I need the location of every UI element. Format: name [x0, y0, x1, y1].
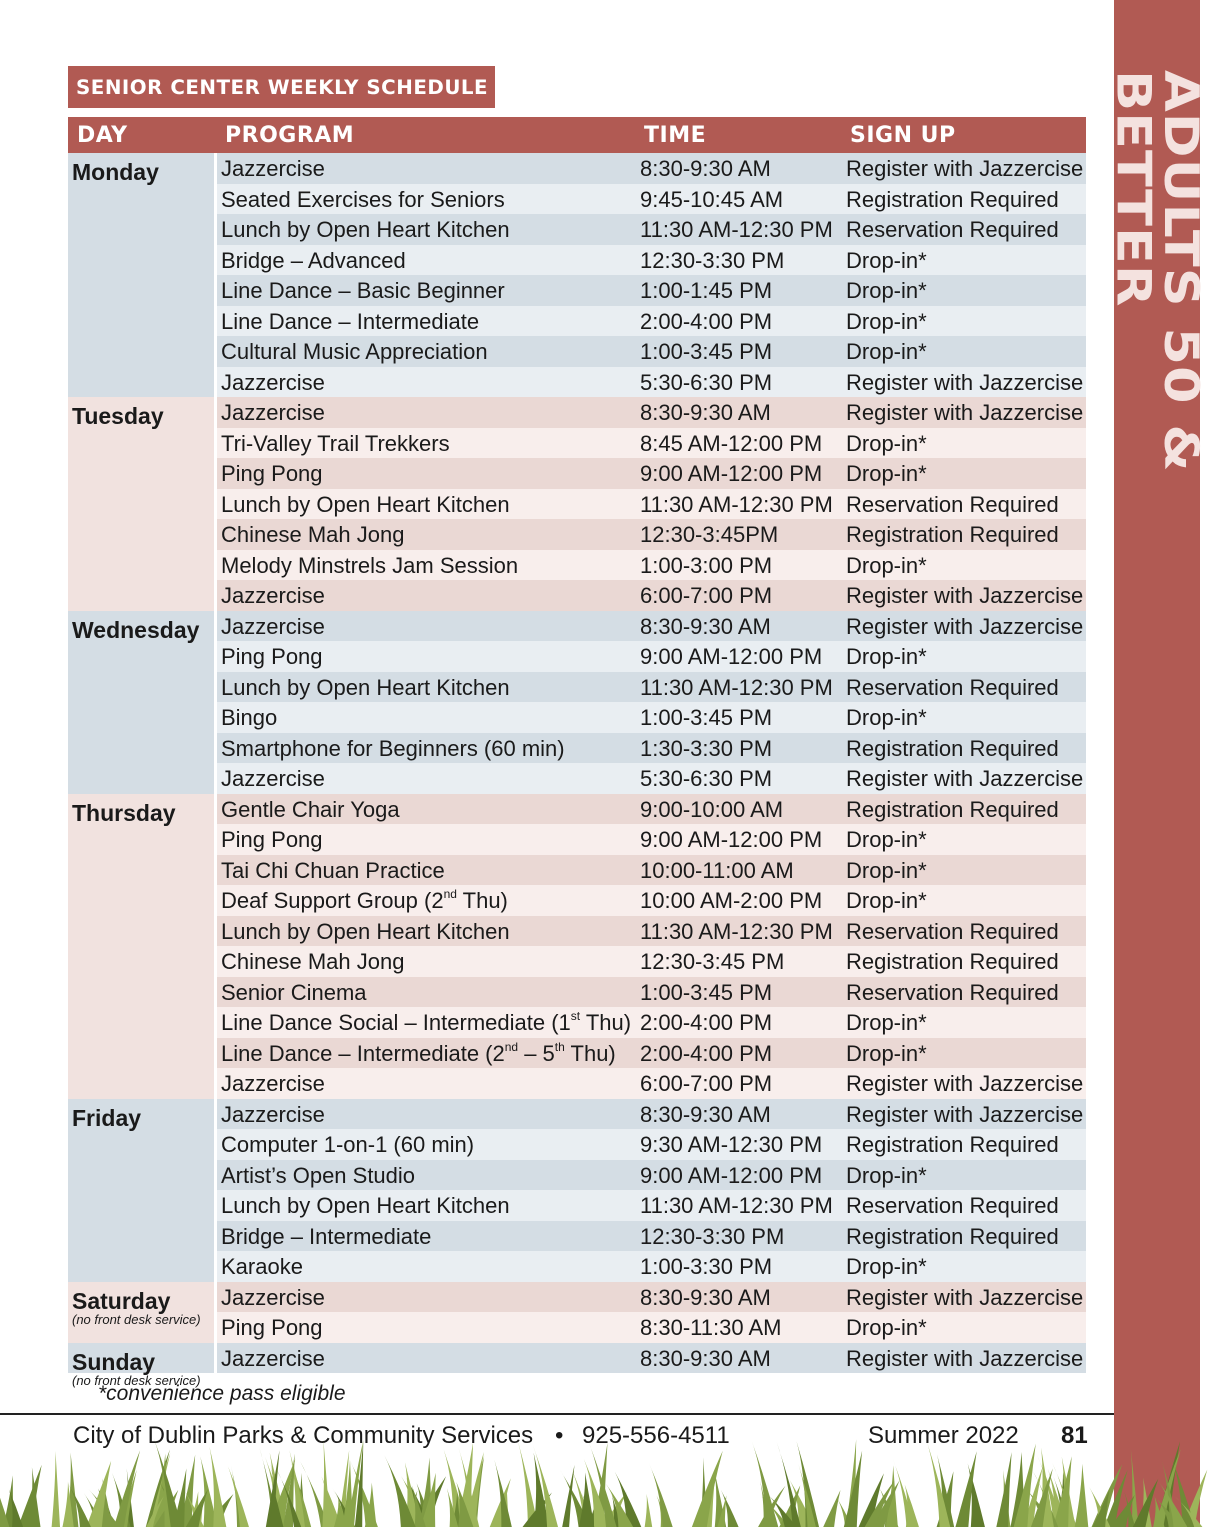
time-cell: 9:00 AM-12:00 PM [640, 1162, 823, 1188]
program-text: Karaoke [221, 1254, 303, 1279]
footer-org: City of Dublin Parks & Community Services [73, 1422, 534, 1449]
table-row [217, 1160, 1086, 1191]
table-row [217, 1038, 1086, 1069]
program-text: Bridge – Advanced [221, 247, 406, 273]
time-cell: 11:30 AM-12:30 PM [640, 217, 833, 242]
program-cell [221, 888, 508, 914]
signup-cell: Drop-in* [846, 461, 927, 486]
time-cell: 2:00-4:00 PM [640, 308, 773, 334]
table-row [217, 855, 1086, 886]
page-number: 81 [1061, 1422, 1088, 1449]
program-text: Lunch by Open Heart Kitchen [221, 491, 510, 517]
time-cell: 2:00-4:00 PM [640, 1040, 773, 1066]
program-text: Senior Cinema [221, 979, 367, 1005]
program-cell [221, 1102, 325, 1128]
section-label [1105, 70, 1209, 590]
table-header [68, 117, 1086, 153]
table-row [217, 397, 1086, 428]
day-group-sunday [68, 1343, 1086, 1388]
signup-cell: Registration Required [846, 949, 1059, 974]
program-text: Jazzercise [221, 1284, 325, 1310]
signup-cell: Drop-in* [846, 1010, 927, 1035]
signup-cell: Register with Jazzercise [846, 369, 1084, 395]
signup-cell: Reservation Required [846, 1193, 1059, 1218]
signup-cell: Register with Jazzercise [846, 400, 1084, 425]
program-cell [221, 1254, 303, 1280]
table-row [217, 245, 1086, 276]
program-cell [221, 309, 479, 335]
header-day: DAY [77, 123, 128, 148]
table-row [217, 519, 1086, 550]
program-cell [221, 797, 400, 823]
day-group-monday [68, 153, 1086, 397]
table-row [217, 550, 1086, 581]
program-text: Cultural Music Appreciation [221, 339, 488, 364]
program-cell [221, 766, 325, 792]
table-row [217, 611, 1086, 642]
program-text: Ping Pong [221, 644, 323, 669]
time-cell: 8:45 AM-12:00 PM [640, 430, 823, 456]
time-cell: 6:00-7:00 PM [640, 583, 773, 608]
section-label-text: ADULTS 50 & BETTER [1105, 70, 1209, 473]
program-text: Jazzercise [221, 766, 325, 791]
day-group-wednesday [68, 611, 1086, 794]
day-name: Monday [72, 159, 159, 185]
table-row [217, 580, 1086, 611]
program-text: Jazzercise [221, 613, 325, 639]
signup-cell: Register with Jazzercise [846, 1101, 1084, 1127]
grass-blade [1131, 1449, 1139, 1527]
program-text: Jazzercise [221, 583, 325, 608]
day-name: Thursday [72, 799, 176, 826]
program-cell [221, 461, 323, 487]
program-cell [221, 1163, 415, 1189]
table-row [217, 489, 1086, 520]
day-cell [68, 153, 214, 397]
signup-cell: Drop-in* [846, 1254, 927, 1279]
table-row [217, 1221, 1086, 1252]
program-text: Chinese Mah Jong [221, 522, 405, 547]
signup-cell: Drop-in* [846, 857, 927, 883]
signup-cell: Registration Required [846, 1132, 1059, 1157]
time-cell: 8:30-9:30 AM [640, 613, 771, 639]
header-program: PROGRAM [225, 123, 355, 148]
signup-cell: Drop-in* [846, 705, 927, 730]
table-row [217, 763, 1086, 794]
grass-blade [1133, 1479, 1158, 1527]
signup-cell: Drop-in* [846, 888, 927, 913]
footer-rule [0, 1413, 1114, 1415]
signup-cell: Reservation Required [846, 674, 1059, 700]
day-note: (no front desk service) [72, 1311, 201, 1327]
day-cell [68, 397, 214, 611]
day-name: Saturday [72, 1287, 171, 1314]
table-row [217, 702, 1086, 733]
program-text: Tai Chi Chuan Practice [221, 857, 445, 883]
time-cell: 12:30-3:45PM [640, 522, 779, 547]
table-row [217, 794, 1086, 825]
signup-cell: Register with Jazzercise [846, 1071, 1084, 1096]
time-cell: 1:00-3:45 PM [640, 979, 773, 1005]
grass-blade [823, 1490, 840, 1527]
day-name: Sunday [72, 1348, 156, 1375]
signup-cell: Registration Required [846, 735, 1059, 761]
program-text: Chinese Mah Jong [221, 949, 405, 974]
signup-cell: Drop-in* [846, 339, 927, 364]
time-cell: 1:00-3:45 PM [640, 705, 773, 730]
signup-cell: Reservation Required [846, 918, 1059, 944]
grass-blade [926, 1438, 951, 1527]
table-row [217, 1282, 1086, 1313]
program-text: Artist’s Open Studio [221, 1162, 416, 1188]
signup-cell: Drop-in* [846, 247, 927, 273]
time-cell: 8:30-9:30 AM [640, 1101, 771, 1127]
program-cell [221, 339, 488, 365]
program-cell [221, 644, 323, 670]
time-cell: 8:30-9:30 AM [640, 400, 771, 425]
program-text: Ping Pong [221, 1315, 323, 1340]
program-text-continued: Thu) [456, 888, 508, 913]
program-text: Gentle Chair Yoga [221, 796, 400, 822]
day-group-saturday [68, 1282, 1086, 1343]
table-row [217, 153, 1086, 184]
day-cell [68, 1343, 214, 1388]
day-name: Wednesday [72, 616, 200, 643]
footer-season: Summer 2022 [868, 1422, 1019, 1449]
signup-cell: Drop-in* [846, 308, 927, 334]
table-row [217, 428, 1086, 459]
program-cell [221, 736, 565, 762]
table-row [217, 1068, 1086, 1099]
table-row [217, 275, 1086, 306]
time-cell: 12:30-3:30 PM [640, 1223, 785, 1249]
program-text: Jazzercise [221, 1071, 325, 1096]
program-cell [221, 858, 445, 884]
time-cell: 5:30-6:30 PM [640, 766, 773, 791]
program-cell [221, 1346, 325, 1372]
time-cell: 1:00-3:45 PM [640, 339, 773, 364]
program-text: Smartphone for Beginners (60 min) [221, 735, 565, 761]
signup-cell: Drop-in* [846, 1040, 927, 1066]
table-row [217, 1312, 1086, 1343]
signup-cell: Drop-in* [846, 1162, 927, 1188]
program-text: Seated Exercises for Seniors [221, 186, 505, 212]
program-text: Ping Pong [221, 461, 323, 486]
table-row [217, 458, 1086, 489]
program-text: Melody Minstrels Jam Session [221, 552, 519, 578]
program-cell [221, 675, 510, 701]
program-text: Lunch by Open Heart Kitchen [221, 918, 510, 944]
program-cell [221, 614, 325, 640]
program-cell [221, 827, 323, 853]
signup-cell: Drop-in* [846, 644, 927, 669]
table-row [217, 1099, 1086, 1130]
grass-blade [52, 1451, 60, 1527]
program-cell [221, 1315, 323, 1341]
time-cell: 2:00-4:00 PM [640, 1010, 773, 1035]
grass-decoration [0, 1440, 1200, 1527]
program-cell [221, 156, 325, 182]
program-cell [221, 370, 325, 396]
time-cell: 9:00 AM-12:00 PM [640, 461, 823, 486]
table-row [217, 1251, 1086, 1282]
signup-cell: Reservation Required [846, 979, 1059, 1005]
program-cell [221, 1041, 616, 1067]
time-cell: 8:30-9:30 AM [640, 1284, 771, 1310]
table-row [217, 977, 1086, 1008]
time-cell: 10:00-11:00 AM [640, 857, 794, 883]
header-signup: SIGN UP [850, 123, 956, 148]
signup-cell: Registration Required [846, 186, 1059, 212]
program-text-continued: Thu) [564, 1040, 616, 1066]
table-row [217, 946, 1086, 977]
signup-cell: Drop-in* [846, 1315, 927, 1340]
table-row [217, 916, 1086, 947]
time-cell: 9:45-10:45 AM [640, 186, 784, 212]
signup-cell: Drop-in* [846, 278, 927, 303]
program-text: Ping Pong [221, 827, 323, 852]
table-row [217, 367, 1086, 398]
program-cell [221, 553, 518, 579]
program-text: Lunch by Open Heart Kitchen [221, 217, 510, 242]
day-cell [68, 1282, 214, 1343]
day-group-thursday [68, 794, 1086, 1099]
signup-cell: Registration Required [846, 796, 1059, 822]
signup-cell: Register with Jazzercise [846, 1284, 1084, 1310]
program-cell [221, 522, 404, 548]
signup-cell: Drop-in* [846, 827, 927, 852]
table-row [217, 641, 1086, 672]
signup-cell: Reservation Required [846, 491, 1059, 517]
grass-blade [1075, 1464, 1089, 1527]
grass-blade [645, 1494, 653, 1527]
page-title: SENIOR CENTER WEEKLY SCHEDULE [68, 66, 495, 108]
day-name: Friday [72, 1104, 142, 1131]
time-cell: 8:30-9:30 AM [640, 1345, 771, 1371]
time-cell: 9:00 AM-12:00 PM [640, 644, 823, 669]
program-text: Computer 1-on-1 (60 min) [221, 1132, 475, 1157]
program-text-continued: Thu) [580, 1010, 632, 1035]
table-row [217, 672, 1086, 703]
program-cell [221, 1071, 325, 1097]
table-row [217, 1007, 1086, 1038]
table-row [217, 214, 1086, 245]
time-cell: 9:00 AM-12:00 PM [640, 827, 823, 852]
program-cell [221, 187, 505, 213]
signup-cell: Drop-in* [846, 430, 927, 456]
table-row [217, 1129, 1086, 1160]
program-cell [221, 1193, 510, 1219]
signup-cell: Register with Jazzercise [846, 156, 1084, 181]
day-name: Tuesday [72, 403, 164, 429]
time-cell: 8:30-11:30 AM [640, 1315, 782, 1340]
day-cell [68, 611, 214, 794]
program-cell [221, 248, 406, 274]
program-cell [221, 431, 450, 457]
program-text: Bingo [221, 705, 278, 730]
program-cell [221, 705, 277, 731]
signup-cell: Drop-in* [846, 552, 927, 578]
program-text: Lunch by Open Heart Kitchen [221, 674, 510, 700]
table-row [217, 885, 1086, 916]
program-text: Line Dance – Intermediate [221, 308, 480, 334]
ordinal-suffix: st [570, 1009, 581, 1023]
program-text-continued: – 5 [518, 1040, 555, 1066]
day-note: (no front desk service) [72, 1372, 201, 1388]
program-text: Jazzercise [221, 1101, 325, 1127]
time-cell: 1:00-3:30 PM [640, 1254, 773, 1279]
table-row [217, 733, 1086, 764]
program-text: Bridge – Intermediate [221, 1223, 432, 1249]
time-cell: 9:00-10:00 AM [640, 796, 784, 822]
time-cell: 9:30 AM-12:30 PM [640, 1132, 823, 1157]
program-text: Line Dance – Intermediate (2 [221, 1040, 505, 1066]
grass-blade [649, 1463, 673, 1527]
program-cell [221, 583, 325, 609]
program-cell [221, 1285, 325, 1311]
time-cell: 1:30-3:30 PM [640, 735, 773, 761]
time-cell: 5:30-6:30 PM [640, 369, 773, 395]
program-cell [221, 1224, 431, 1250]
program-text: Line Dance – Basic Beginner [221, 278, 505, 303]
signup-cell: Register with Jazzercise [846, 613, 1084, 639]
time-cell: 8:30-9:30 AM [640, 156, 771, 181]
program-text: Jazzercise [221, 400, 325, 425]
program-cell [221, 1010, 631, 1036]
time-cell: 6:00-7:00 PM [640, 1071, 773, 1096]
program-cell [221, 980, 367, 1006]
time-cell: 11:30 AM-12:30 PM [640, 1193, 833, 1218]
time-cell: 1:00-3:00 PM [640, 552, 773, 578]
time-cell: 11:30 AM-12:30 PM [640, 918, 833, 944]
table-row [217, 184, 1086, 215]
program-text: Lunch by Open Heart Kitchen [221, 1193, 510, 1218]
time-cell: 12:30-3:30 PM [640, 247, 785, 273]
program-text: Jazzercise [221, 369, 325, 395]
ordinal-suffix: nd [504, 1039, 519, 1054]
time-cell: 11:30 AM-12:30 PM [640, 491, 833, 517]
day-cell [68, 1099, 214, 1282]
day-group-tuesday [68, 397, 1086, 611]
signup-cell: Registration Required [846, 522, 1059, 547]
day-cell [68, 794, 214, 1099]
time-cell: 12:30-3:45 PM [640, 949, 785, 974]
program-text: Deaf Support Group (2 [221, 888, 444, 913]
program-text: Jazzercise [221, 1345, 325, 1371]
header-time: TIME [644, 123, 707, 148]
grass-blade [322, 1439, 330, 1527]
program-cell [221, 949, 404, 975]
footer-phone: 925-556-4511 [582, 1422, 730, 1449]
program-cell [221, 492, 510, 518]
program-cell [221, 400, 325, 426]
signup-cell: Register with Jazzercise [846, 1345, 1084, 1371]
signup-cell: Reservation Required [846, 217, 1059, 242]
program-cell [221, 278, 505, 304]
program-cell [221, 919, 510, 945]
table-row [217, 1343, 1086, 1374]
signup-cell: Register with Jazzercise [846, 766, 1084, 791]
signup-cell: Registration Required [846, 1223, 1059, 1249]
time-cell: 10:00 AM-2:00 PM [640, 888, 823, 913]
time-cell: 11:30 AM-12:30 PM [640, 674, 833, 700]
day-group-friday [68, 1099, 1086, 1282]
table-row [217, 306, 1086, 337]
program-text: Jazzercise [221, 156, 325, 181]
ordinal-suffix: nd [443, 887, 457, 901]
program-text: Tri-Valley Trail Trekkers [221, 430, 450, 456]
ordinal-suffix: th [554, 1039, 565, 1054]
footer-separator: • [555, 1422, 564, 1449]
table-row [217, 1190, 1086, 1221]
program-cell [221, 217, 510, 243]
time-cell: 1:00-1:45 PM [640, 278, 773, 303]
table-row [217, 824, 1086, 855]
footnote: *convenience pass eligible [98, 1382, 346, 1405]
schedule-table [68, 153, 1086, 1388]
program-text: Line Dance Social – Intermediate (1 [221, 1010, 571, 1035]
table-row [217, 336, 1086, 367]
signup-cell: Register with Jazzercise [846, 583, 1084, 608]
program-cell [221, 1132, 474, 1158]
